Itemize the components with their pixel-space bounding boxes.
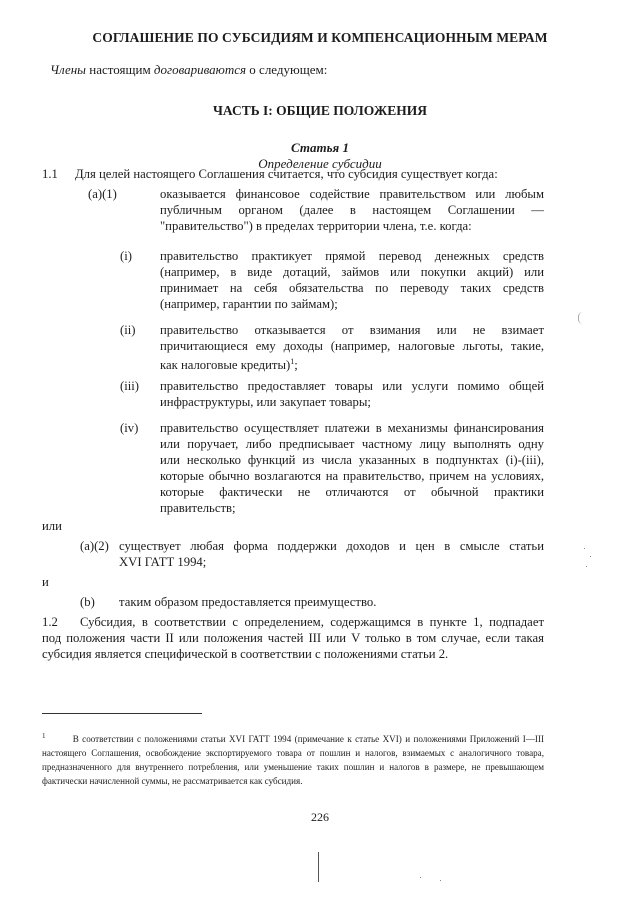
subpara-a1-line-2: публичным органом (далее в настоящем Соглашении — — [160, 203, 544, 217]
para-1-1-number: 1.1 — [42, 167, 58, 181]
item-iv-label: (iv) — [120, 421, 139, 435]
intro-line — [50, 62, 327, 78]
item-i-label: (i) — [120, 249, 132, 263]
part-title: ЧАСТЬ I: ОБЩИЕ ПОЛОЖЕНИЯ — [213, 103, 427, 118]
article-subtitle: Определение субсидии — [258, 156, 382, 171]
subpara-a1-line-1: оказывается финансовое содействие правительством или любым — [160, 187, 544, 201]
para-1-1-text: Для целей настоящего Соглашения считается, что субсидия существует когда: — [75, 167, 498, 181]
item-iv-line-3: или несколько функций из числа указанных в подпунктах (i)-(iii), — [160, 453, 544, 467]
item-i-line-1: правительство практикует прямой перевод денежных средств — [160, 249, 544, 263]
scan-speck — [586, 566, 587, 567]
para-1-2-line-3: субсидия является специфической в соответствии с положениями статьи 2. — [42, 647, 449, 661]
item-iv-line-4: которые обычно возлагаются на правительство, причем на условиях, — [160, 469, 544, 483]
subpara-a2-line-1: существует любая форма поддержки доходов и цен в смысле статьи — [119, 539, 544, 553]
footnote-text: В соответствии с положениями статьи XVI ГАТТ 1994 (примечание к статье XVI) и положениями Приложений I—III настоящего Соглашения, освобождение экспортируемого товара от пошлин и налогов, взимаемых с аналогичного товара, предназначенного для внутреннего потребления, или уменьшение таких пошлин и налогов в размере, не превышающем фактически начисленной суммы, не рассматривается как субсидия. — [42, 734, 545, 787]
para-1-2-number: 1.2 — [42, 615, 58, 629]
para-1-2-line-2: под положения части II или положения частей III или V только в том случае, если такая — [42, 631, 544, 645]
item-i-line-3: принимает на себя обязательства по переводу таких средств — [160, 281, 544, 295]
intro-members: Члены — [50, 62, 86, 77]
scan-speck — [420, 877, 421, 878]
footnote-separator — [42, 713, 202, 714]
footnote-ref-1: 1 — [290, 357, 295, 366]
and-word: и — [42, 575, 49, 589]
subpara-a2-line-2: XVI ГАТТ 1994; — [119, 555, 207, 569]
item-ii-line-1: правительство отказывается от взимания или не взимает — [160, 323, 544, 337]
subpara-a2-label: (a)(2) — [80, 539, 109, 553]
scan-speck — [584, 548, 585, 549]
item-ii-line-3-text: как налоговые кредиты) — [160, 358, 291, 373]
item-iv-line-6: правительств; — [160, 501, 236, 515]
agreement-title: СОГЛАШЕНИЕ ПО СУБСИДИЯМ И КОМПЕНСАЦИОННЫМ МЕРАМ — [92, 30, 548, 45]
item-i-line-2: (например, в виде дотаций, займов или покупки акций) или — [160, 265, 544, 279]
para-1-2-line-1: Субсидия, в соответствии с определением, содержащимся в пункте 1, подпадает — [80, 615, 544, 629]
subpara-b-label: (b) — [80, 595, 95, 609]
item-iv-line-1: правительство осуществляет платежи в механизмы финансирования — [160, 421, 544, 435]
scan-artifact-line — [318, 852, 319, 882]
subpara-b-text: таким образом предоставляется преимущество. — [119, 595, 377, 609]
subpara-a1-line-3: "правительство") в пределах территории члена, т.е. когда: — [160, 219, 472, 233]
scan-speck — [590, 556, 591, 557]
intro-end: о следующем: — [246, 62, 328, 77]
item-ii-line-2: причитающиеся ему доходы (например, налоговые льготы, такие, — [160, 339, 544, 353]
item-ii-label: (ii) — [120, 323, 136, 337]
item-iii-line-1: правительство предоставляет товары или услуги помимо общей — [160, 379, 544, 393]
item-i-line-4: (например, гарантии по займам); — [160, 297, 338, 311]
footnote-1 — [42, 729, 544, 788]
intro-agree: договариваются — [153, 62, 247, 77]
item-iv-line-2: или поручает, либо предписывает частному лицу выполнять одну — [160, 437, 544, 451]
intro-mid: настоящим — [85, 62, 154, 77]
item-iv-line-5: которые фактически не отличаются от обычной практики — [160, 485, 544, 499]
scan-speck — [440, 880, 441, 881]
item-ii-line-3 — [160, 354, 298, 373]
subpara-a1-label: (a)(1) — [88, 187, 117, 201]
item-ii-line-3-tail: ; — [294, 358, 298, 373]
footnote-marker: 1 — [42, 732, 46, 740]
item-iii-line-2: инфраструктуры, или закупает товары; — [160, 395, 371, 409]
item-iii-label: (iii) — [120, 379, 140, 393]
page-number: 226 — [311, 810, 329, 824]
scan-artifact-mark — [578, 312, 587, 324]
or-word: или — [42, 519, 62, 533]
article-number: Статья 1 — [291, 140, 349, 155]
